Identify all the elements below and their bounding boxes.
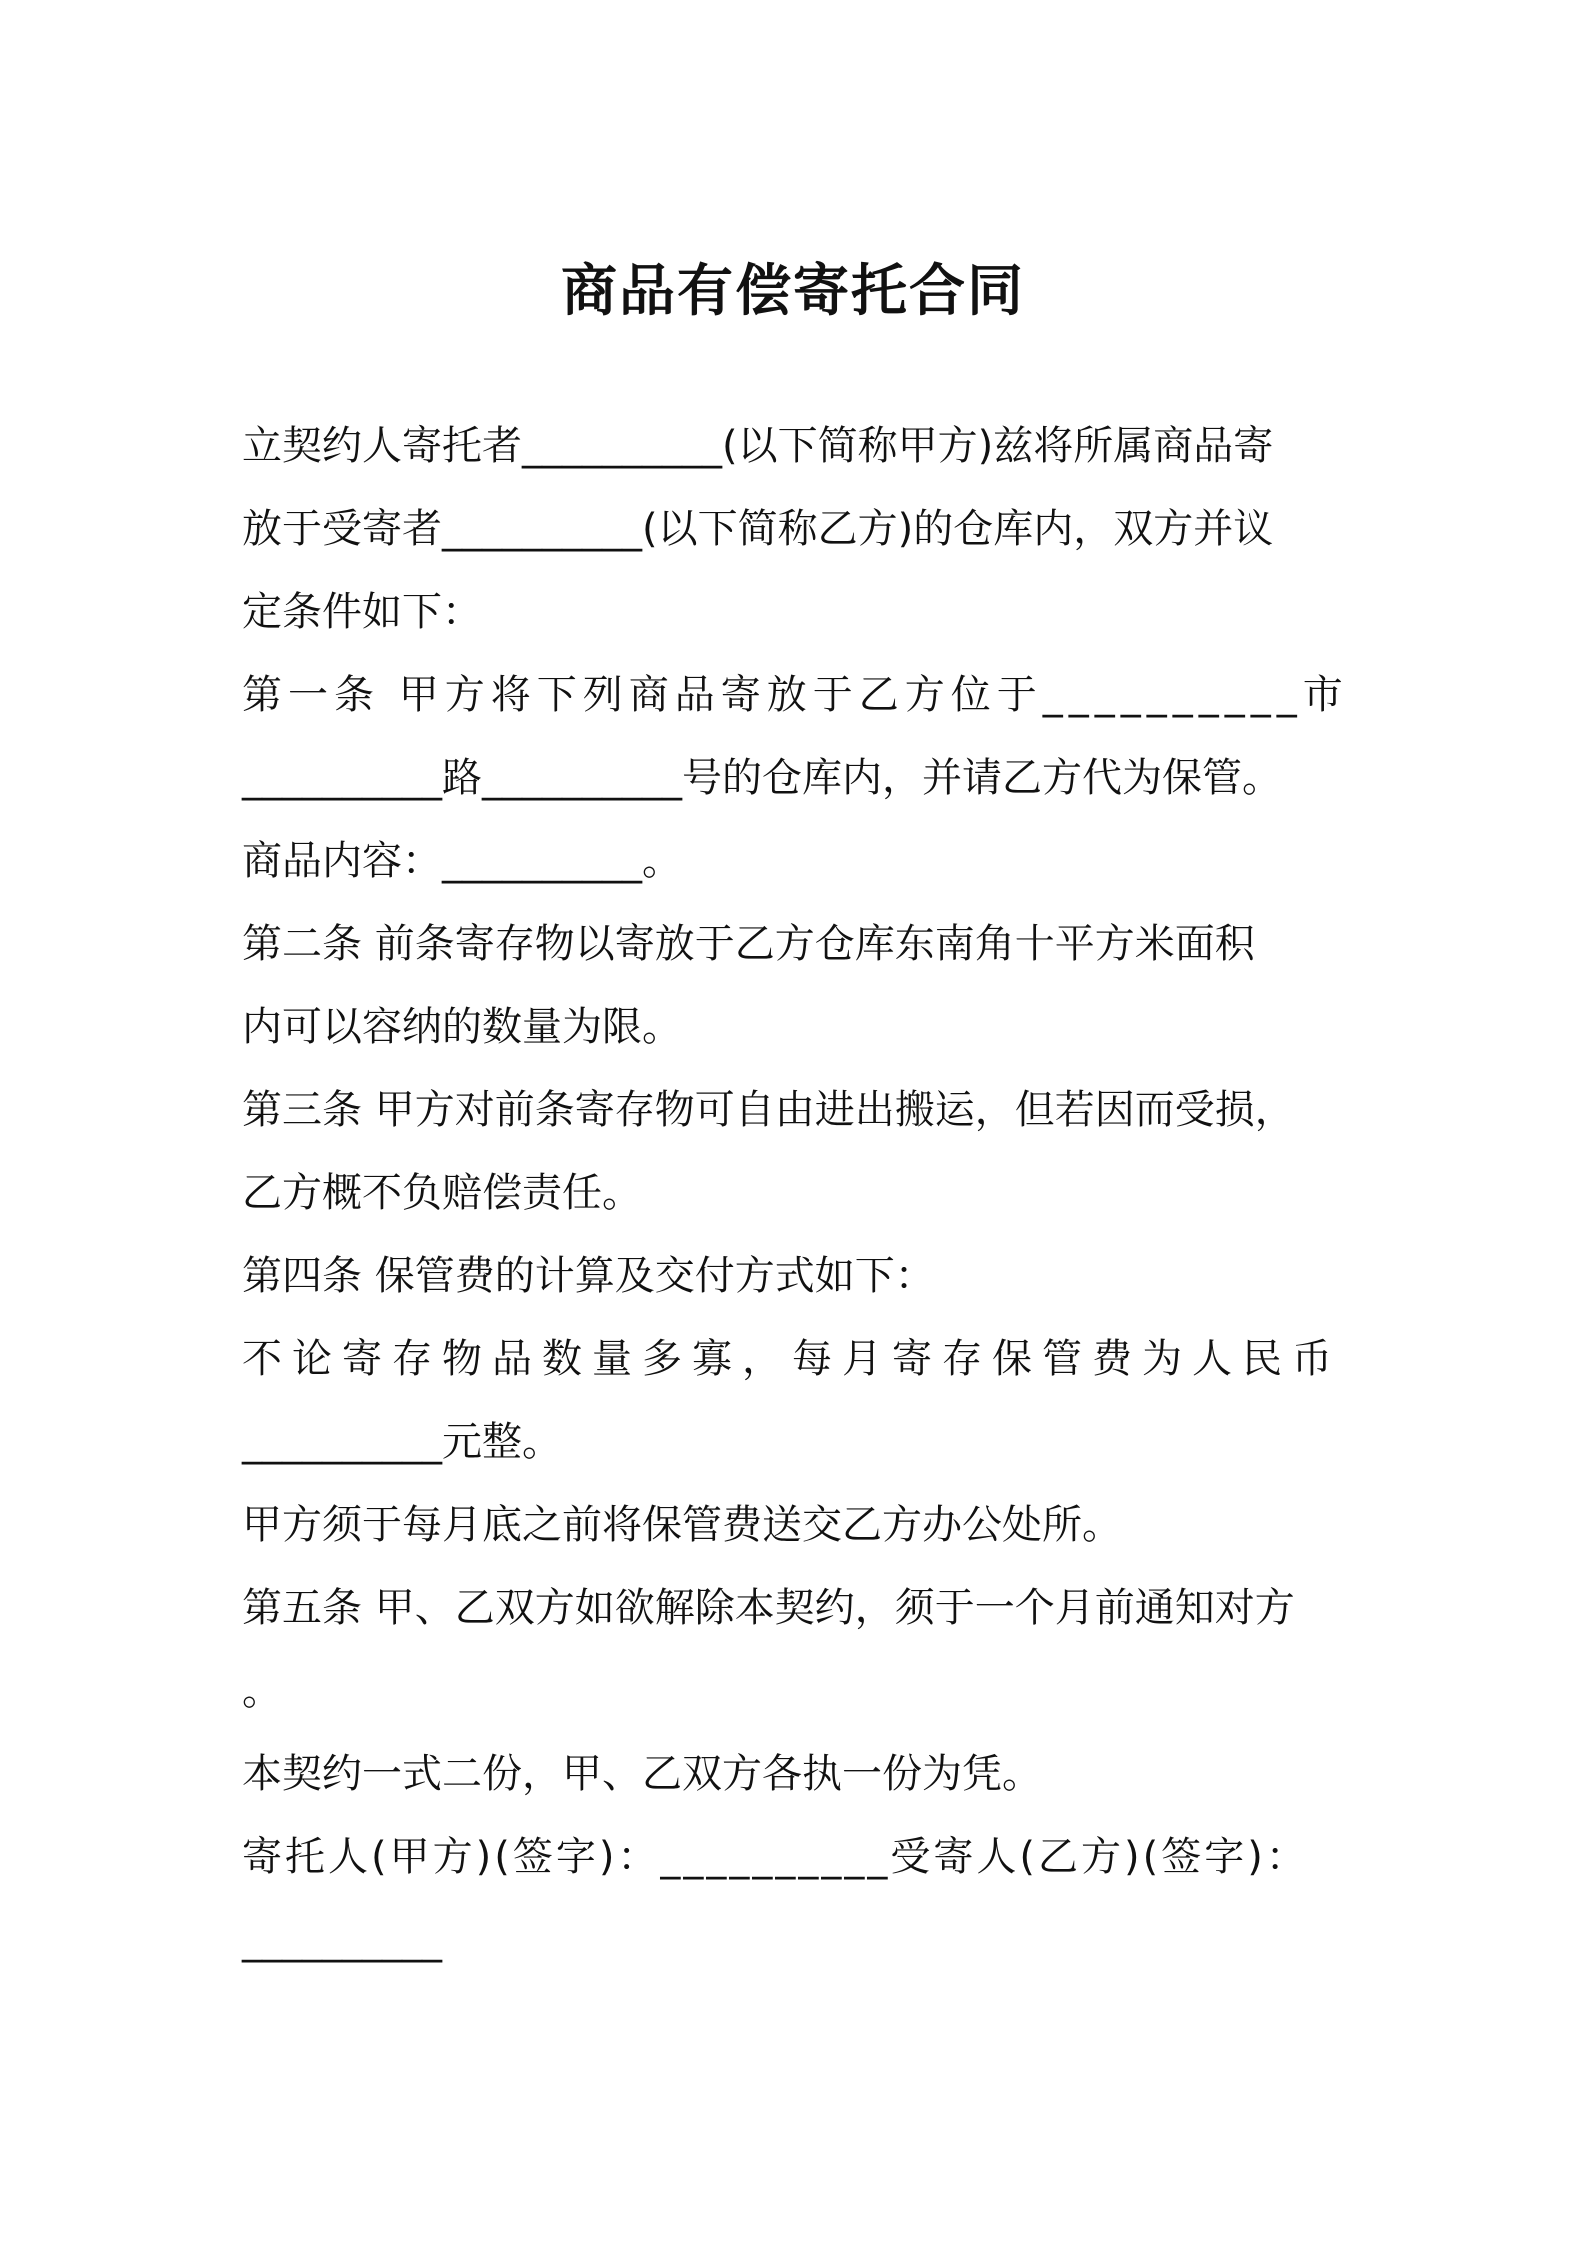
fee-line: 不论寄存物品数量多寡，每月寄存保管费为人民币 (242, 1336, 1342, 1382)
signature-blank: __________ (242, 1917, 442, 1963)
article-3-line: 第三条 甲方对前条寄存物可自由进出搬运，但若因而受损， (242, 1087, 1295, 1133)
text-line: __________元整。 (242, 1419, 562, 1465)
text-line: 定条件如下： (242, 589, 482, 635)
contract-body (242, 405, 1352, 1982)
article-4-line: 第四条 保管费的计算及交付方式如下： (242, 1253, 935, 1299)
goods-content-line: 商品内容：__________。 (242, 838, 682, 884)
text-line: 乙方概不负赔偿责任。 (242, 1170, 642, 1216)
text-line: 甲方须于每月底之前将保管费送交乙方办公处所。 (242, 1502, 1122, 1548)
article-2-line: 第二条 前条寄存物以寄放于乙方仓库东南角十平方米面积 (242, 921, 1255, 967)
text-line: 放于受寄者__________(以下简称乙方)的仓库内，双方并议 (242, 506, 1274, 552)
text-line: 内可以容纳的数量为限。 (242, 1004, 682, 1050)
document-title: 商品有偿寄托合同 (561, 259, 1025, 324)
text-line: 立契约人寄托者__________(以下简称甲方)兹将所属商品寄 (242, 423, 1274, 469)
copies-line: 本契约一式二份，甲、乙双方各执一份为凭。 (242, 1751, 1042, 1797)
signature-line: 寄托人(甲方)(签字)：__________受寄人(乙方)(签字)： (242, 1834, 1309, 1880)
article-1-line: 第一条 甲方将下列商品寄放于乙方位于__________市 (242, 672, 1349, 718)
article-5-line: 第五条 甲、乙双方如欲解除本契约，须于一个月前通知对方 (242, 1585, 1295, 1631)
text-line: __________路__________号的仓库内，并请乙方代为保管。 (242, 755, 1282, 801)
text-line: 。 (242, 1668, 282, 1714)
